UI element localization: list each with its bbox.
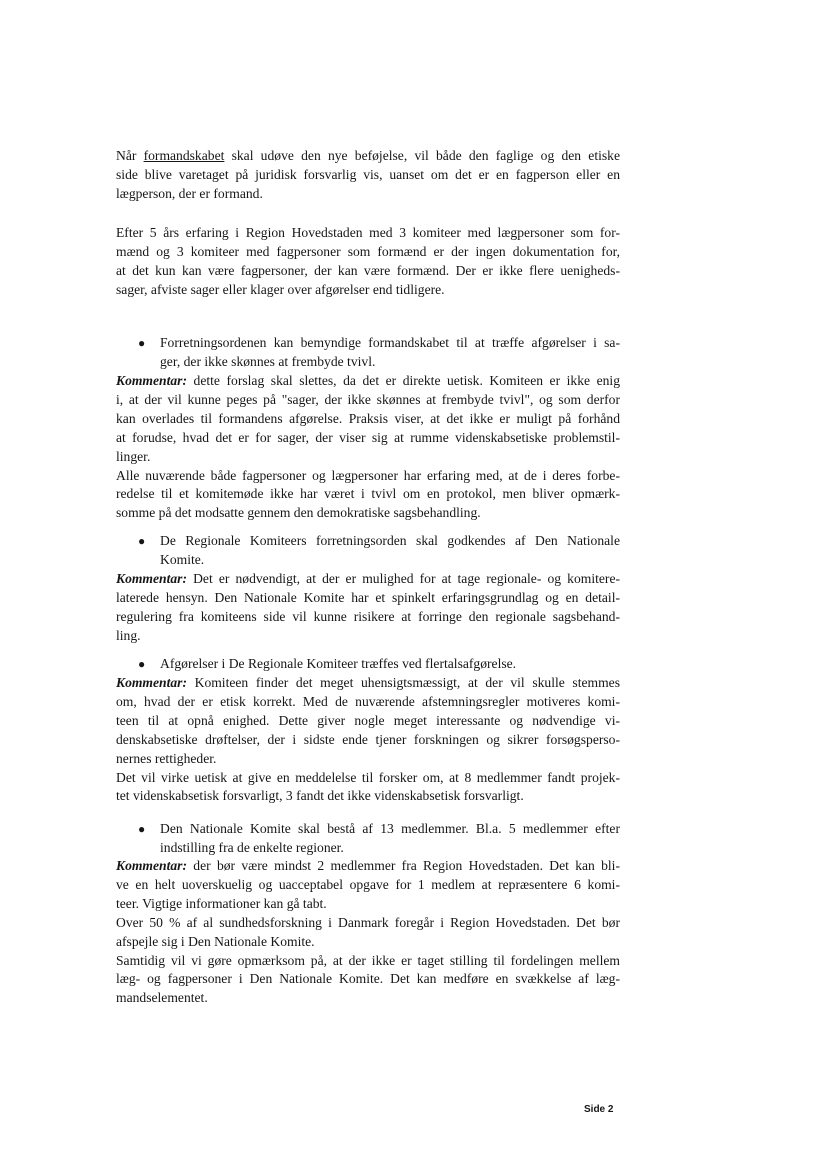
text-line: lægperson, der er formand. <box>116 185 263 201</box>
text-line: om, hvad der er etisk korrekt. Med de nuværende afstemningsregler motiveres komi- <box>116 693 620 709</box>
text-line: teen til at opnå enighed. Dette giver nogle meget interessante og nødvendige vi- <box>116 712 620 728</box>
text-line: mænd og 3 komiteer med fagpersoner som formænd er der ingen dokumentation for, <box>116 243 620 259</box>
text-line: nernes rettigheder. <box>116 750 217 766</box>
bullet-icon: ● <box>138 336 146 350</box>
text-line: ve en helt uoverskuelig og uacceptabel opgave for 1 medlem at repræsentere 6 komi- <box>116 876 620 892</box>
bullet-text: indstilling fra de enkelte regioner. <box>160 839 344 855</box>
text-line: somme på det modsatte gennem den demokratiske sagsbehandling. <box>116 505 481 521</box>
comment-block-2 <box>116 570 620 646</box>
intro-paragraph <box>116 147 620 204</box>
text-line: laterede hensyn. Den Nationale Komite har et spinkelt erfaringsgrundlag og en detail- <box>116 589 620 605</box>
comment-label: Kommentar: <box>116 373 187 388</box>
experience-paragraph <box>116 224 620 300</box>
comment-block-3 <box>116 674 620 806</box>
text-line: mandselementet. <box>116 990 208 1006</box>
page-number: Side 2 <box>584 1104 614 1115</box>
comment-label: Kommentar: <box>116 675 187 690</box>
bullet-text: ger, der ikke skønnes at frembyde tvivl. <box>160 353 376 369</box>
bullet-icon: ● <box>138 534 146 548</box>
comment-label: Kommentar: <box>116 858 187 873</box>
text-line: side blive varetaget på juridisk forsvarlig vis, uanset om det er en fagperson eller en <box>116 166 620 182</box>
text-line: at forudse, hvad det er for sager, der viser sig at rumme videnskabsetiske problemstil- <box>116 429 620 445</box>
comment-block-4 <box>116 857 620 1008</box>
text-line: Alle nuværende både fagpersoner og lægpersoner har erfaring med, at de i deres forbe- <box>116 467 620 483</box>
text-line: Kommentar: Komiteen finder det meget uhensigtsmæssigt, at der vil skulle stemmes <box>116 675 620 690</box>
underlined-word: formandskabet <box>143 148 225 163</box>
text-line: Samtidig vil vi gøre opmærksom på, at der ikke er taget stilling til fordelingen mellem <box>116 952 620 968</box>
text-line: i, at der vil kunne peges på "sager, der ikke skønnes at frembyde tvivl", og som derfor <box>116 391 620 407</box>
text-line: ling. <box>116 627 141 643</box>
text-line: Efter 5 års erfaring i Region Hovedstaden med 3 komiteer med lægpersoner som for- <box>116 225 620 240</box>
bullet-text: Forretningsordenen kan bemyndige formandskabet til at træffe afgørelser i sa- <box>160 335 620 350</box>
text-line: afspejle sig i Den Nationale Komite. <box>116 933 315 949</box>
text-line: læg- og fagpersoner i Den Nationale Komite. Det kan medføre en svækkelse af læg- <box>116 971 620 987</box>
text-line: Det vil virke uetisk at give en meddelelse til forsker om, at 8 medlemmer fandt projek- <box>116 769 620 785</box>
bullet-text: Den Nationale Komite skal bestå af 13 medlemmer. Bl.a. 5 medlemmer efter <box>160 821 620 836</box>
text-line: Kommentar: der bør være mindst 2 medlemmer fra Region Hovedstaden. Det kan bli- <box>116 858 620 873</box>
bullet-text: Komite. <box>160 551 205 567</box>
text-line: at det kun kan være fagpersoner, der kan være formænd. Der er ikke flere uenigheds- <box>116 262 620 278</box>
text-line: sager, afviste sager eller klager over afgørelser end tidligere. <box>116 281 445 297</box>
text-line: teer. Vigtige informationer kan gå tabt. <box>116 895 327 911</box>
text-line: tet videnskabsetisk forsvarligt, 3 fandt det ikke videnskabsetisk forsvarligt. <box>116 788 524 804</box>
text-line: kan overlades til formandens afgørelse. Praksis viser, at det ikke er muligt på forhånd <box>116 410 620 426</box>
bullet-icon: ● <box>138 657 146 671</box>
text-line: Når formandskabet skal udøve den nye beføjelse, vil både den faglige og den etiske <box>116 148 620 163</box>
comment-label: Kommentar: <box>116 571 187 586</box>
comment-block-1 <box>116 372 620 523</box>
text-line: denskabsetiske drøftelser, der i sidste ende tjener forskningen og sikrer forsøgsperso- <box>116 731 620 747</box>
text-line: redelse til et komitemøde ikke har været i tvivl om en protokol, men bliver opmærk- <box>116 486 620 502</box>
text-line: regulering fra komiteens side vil kunne risikere at forringe den regionale sagsbehand- <box>116 608 620 624</box>
text-line: Over 50 % af al sundhedsforskning i Danmark foregår i Region Hovedstaden. Det bør <box>116 914 620 930</box>
text-line: linger. <box>116 448 151 464</box>
text-line: Kommentar: Det er nødvendigt, at der er mulighed for at tage regionale- og komitere- <box>116 571 620 586</box>
bullet-text: De Regionale Komiteers forretningsorden skal godkendes af Den Nationale <box>160 533 620 548</box>
text-line: Kommentar: dette forslag skal slettes, da det er direkte uetisk. Komiteen er ikke enig <box>116 373 620 388</box>
bullet-icon: ● <box>138 822 146 836</box>
bullet-text: Afgørelser i De Regionale Komiteer træffes ved flertalsafgørelse. <box>160 656 517 671</box>
